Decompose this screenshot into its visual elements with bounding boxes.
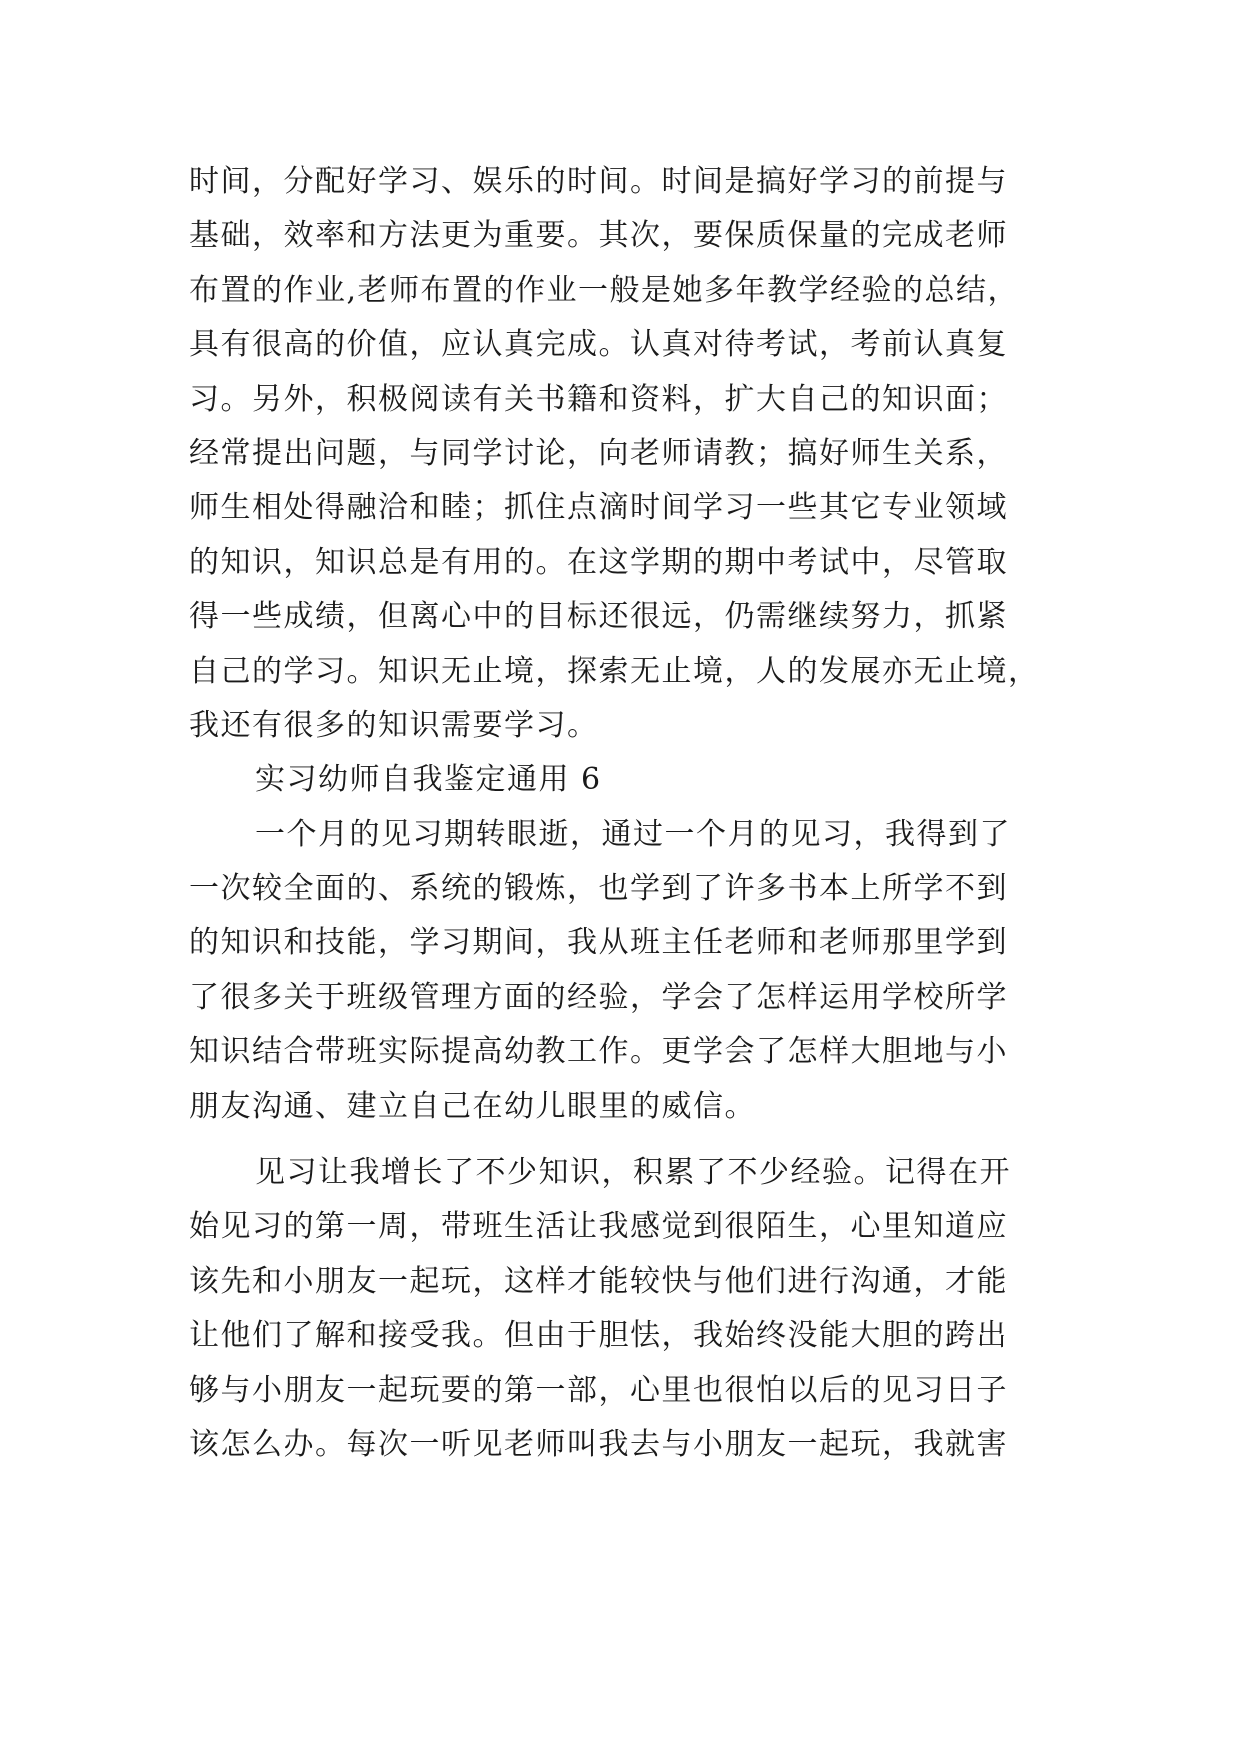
paragraph-continued [189, 155, 1089, 753]
text-line: 自己的学习。知识无止境，探索无止境，人的发展亦无止境， [189, 653, 1040, 689]
text-line: 师生相处得融洽和睦；抓住点滴时间学习一些其它专业领域 [189, 490, 1008, 526]
text-line: 了很多关于班级管理方面的经验，学会了怎样运用学校所学 [189, 979, 1008, 1015]
text-line: 具有很高的价值，应认真完成。认真对待考试，考前认真复 [189, 327, 1008, 363]
text-line: 得一些成绩，但离心中的目标还很远，仍需继续努力，抓紧 [189, 599, 1008, 635]
text-line: 时间，分配好学习、娱乐的时间。时间是搞好学习的前提与 [189, 164, 1008, 199]
text-line: 一个月的见习期转眼逝，通过一个月的见习，我得到了 [255, 816, 1011, 852]
section-heading: 实习幼师自我鉴定通用 6 [255, 762, 602, 798]
text-line: 该怎么办。每次一听见老师叫我去与小朋友一起玩，我就害 [189, 1426, 1008, 1462]
text-line: 知识结合带班实际提高幼教工作。更学会了怎样大胆地与小 [189, 1034, 1008, 1070]
text-line: 让他们了解和接受我。但由于胆怯，我始终没能大胆的跨出 [189, 1318, 1008, 1354]
paragraph-1 [189, 808, 1089, 1134]
text-line: 朋友沟通、建立自己在幼儿眼里的威信。 [189, 1088, 756, 1124]
text-line: 布置的作业,老师布置的作业一般是她多年教学经验的总结， [189, 272, 1020, 308]
text-line: 习。另外，积极阅读有关书籍和资料，扩大自己的知识面； [189, 381, 1008, 417]
text-line: 始见习的第一周，带班生活让我感觉到很陌生，心里知道应 [189, 1209, 1008, 1245]
text-line: 的知识和技能，学习期间，我从班主任老师和老师那里学到 [189, 925, 1008, 961]
text-line: 基础，效率和方法更为重要。其次，要保质保量的完成老师 [189, 218, 1008, 254]
document-body [189, 155, 1089, 1472]
paragraph-2 [189, 1146, 1089, 1472]
text-line: 的知识，知识总是有用的。在这学期的期中考试中，尽管取 [189, 544, 1008, 580]
text-line: 够与小朋友一起玩要的第一部，心里也很怕以后的见习日子 [189, 1372, 1008, 1408]
text-line: 我还有很多的知识需要学习。 [189, 707, 599, 743]
text-line: 该先和小朋友一起玩，这样才能较快与他们进行沟通，才能 [189, 1263, 1008, 1299]
text-line: 经常提出问题，与同学讨论，向老师请教；搞好师生关系， [189, 435, 1008, 471]
text-line: 见习让我增长了不少知识，积累了不少经验。记得在开 [255, 1155, 1011, 1191]
text-line: 一次较全面的、系统的锻炼，也学到了许多书本上所学不到 [189, 871, 1008, 907]
paragraph-spacing [189, 1134, 1089, 1146]
